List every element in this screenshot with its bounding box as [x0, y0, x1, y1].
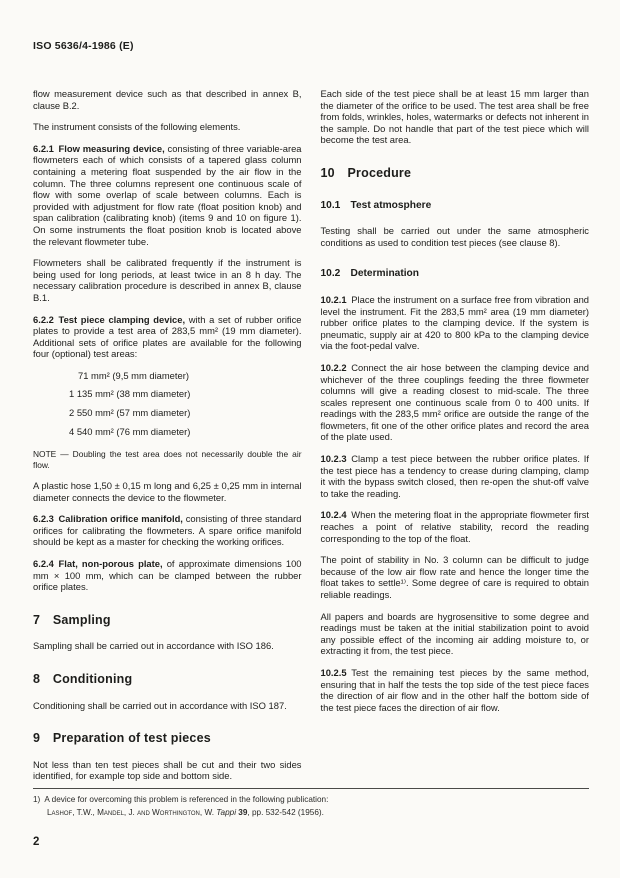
right-column [321, 88, 590, 792]
document-id: ISO 5636/4-1986 (E) [33, 40, 134, 52]
note-doubling: NOTE — Doubling the test area does not necessarily double the air flow. [33, 449, 302, 470]
clause-10-2-4-number: 10.2.4 [320, 509, 347, 521]
clause-6-2-4-text: of approximate dimensions 100 mm × 100 mm, which can be clamped between the rubber orifice plates. [33, 558, 302, 593]
clause-10-2-1-number: 10.2.1 [320, 293, 347, 305]
paragraph-stability: The point of stability in No. 3 column can be difficult to judge because of the low air flow rate and hence the longer time the float takes to settle¹⁾. Some degree of care is required to obtain reliable readings. [320, 554, 589, 600]
footnote-reference [33, 808, 589, 819]
paragraph-hygrosensitive: All papers and boards are hygrosensitive to some degree and readings must be taken at the initial stabilization point to avoid any possible effect of the incoming air adding moisture to, or extracting it from, the test piece. [320, 610, 589, 657]
clause-10-2-3-text: Clamp a test piece between the rubber orifice plates. If the test piece has a tendency to crease during clamping, clamp it with the bypass switch closed, then re-open the shut-off valve to take the reading. [320, 453, 589, 499]
clause-10-2-4 [321, 509, 590, 544]
paragraph-atmosphere: Testing shall be carried out under the same atmospheric conditions as used to condition test pieces (see clause 8). [320, 225, 589, 248]
clause-6-2-3 [33, 513, 302, 548]
section-heading-7-sampling: 7 Sampling [33, 612, 111, 627]
section-heading-8-conditioning: 8 Conditioning [33, 672, 133, 686]
subsection-heading-10-2: 10.2 Determination [320, 268, 420, 280]
footnote-volume: 39 [236, 807, 248, 817]
clause-10-2-3 [321, 453, 590, 499]
clause-6-2-2 [33, 314, 302, 360]
clause-10-2-1 [321, 294, 590, 352]
clause-6-2-2-text: with a set of rubber orifice plates to provide a test area of 283,5 mm² (19 mm diameter). Additional sets of orifice plates are available for the following four (optional) test areas: [33, 313, 302, 360]
left-column [33, 88, 302, 792]
paragraph-hose: A plastic hose 1,50 ± 0,15 m long and 6,25 ± 0,25 mm in internal diameter connects the device to the flowmeter. [33, 480, 302, 503]
clause-6-2-1-title: 6.2.1 Flow measuring device, [33, 142, 165, 154]
clause-6-2-1 [33, 143, 302, 247]
section-heading-9-preparation: 9 Preparation of test pieces [33, 731, 211, 746]
clause-6-2-3-title: 6.2.3 Calibration orifice manifold, [33, 513, 183, 525]
footnote-divider [33, 788, 589, 789]
list-item-area-71: 71 mm² (9,5 mm diameter) [78, 369, 189, 381]
footnote-area [33, 788, 589, 818]
clause-10-2-1-text: Place the instrument on a surface free from vibration and level the instrument. Fit the 283,5 mm² area (19 mm diameter) rubber orifice plates to the clamping device. If the system is pneumatic, supply air at 420 to 800 kPa to the clamping device via the foot-pedal valve. [320, 293, 589, 352]
clause-6-2-2-title: 6.2.2 Test piece clamping device, [33, 313, 186, 325]
clause-10-2-5 [321, 667, 590, 713]
footnote-text: 1) A device for overcoming this problem is referenced in the following publication: [33, 795, 329, 804]
two-column-layout [33, 88, 589, 792]
footnote-journal: Tappi [216, 807, 237, 817]
clause-6-2-4-title: 6.2.4 Flat, non-porous plate, [33, 558, 163, 570]
paragraph-flowmeters: Flowmeters shall be calibrated frequently if the instrument is being used for long periods, at least twice in an 8 h day. The necessary calibration procedure is described in annex B, clause B.1. [33, 257, 302, 303]
page-number: 2 [33, 836, 40, 848]
list-item-area-2550: 2 550 mm² (57 mm diameter) [69, 407, 191, 419]
clause-10-2-2-text: Connect the air hose between the clamping device and whichever of the three couplings feeding the three flowmeter columns will give a reading closest to mid-scale. The three scales represent one continuous scale from 0 to 400 units. If readings with the 283,5 mm² orifice are outside the range of the flowmeters, fit one of the other orifice plates and record the area of the plate used. [320, 361, 589, 443]
test-areas-list [33, 370, 302, 437]
paragraph-test-piece-size: Each side of the test piece shall be at least 15 mm larger than the diameter of the orifice to be used. The test area shall be free from folds, wrinkles, holes, watermarks or defects not inherent in the sample. Do not handle that part of the test piece which will become the test area. [320, 88, 589, 146]
clause-10-2-5-text: Test the remaining test pieces by the same method, ensuring that in half the tests the top side of the test piece faces the direction of air flow and in the other half the bottom side of the test piece faces the direction of air flow. [320, 666, 589, 713]
footnote-pages: , pp. 532-542 (1956). [247, 807, 324, 817]
list-item-area-1135: 1 135 mm² (38 mm diameter) [69, 388, 191, 400]
clause-10-2-4-text: When the metering float in the appropriate flowmeter first reaches a point of relative stability, record the reading corresponding to the top of the float. [320, 509, 589, 544]
footnote-authors: Lashof, T.W., Mandel, J. and Worthington, W. [47, 807, 217, 817]
subsection-heading-10-1: 10.1 Test atmosphere [320, 199, 432, 211]
clause-10-2-3-number: 10.2.3 [320, 453, 347, 465]
paragraph-sampling: Sampling shall be carried out in accordance with ISO 186. [33, 640, 274, 652]
clause-10-2-2 [321, 362, 590, 443]
clause-6-2-4 [33, 558, 302, 593]
section-heading-10-procedure: 10 Procedure [320, 165, 412, 180]
clause-6-2-1-text: consisting of three variable-area flowmeters each of which consists of a tapered glass column containing a metering float suspended by the air flow in the column. The three columns represent one continuous scale of flow with some overlap of scale between columns. Each is provided with adjustment for flow rate (float position knob) and span calibration (calibrating knob) (items 9 and 10 on figure 1). On some instruments the float position knob is located above the relevant flowmeter tube. [33, 142, 302, 247]
clause-10-2-2-number: 10.2.2 [320, 361, 347, 373]
paragraph-continuation: flow measurement device such as that described in annex B, clause B.2. [33, 88, 302, 111]
clause-10-2-5-number: 10.2.5 [320, 666, 347, 678]
clause-6-2-3-text: consisting of three standard orifices for calibrating the flowmeters. A spare orifice manifold should be kept as a master for checking the working orifices. [33, 513, 302, 548]
paragraph-instrument: The instrument consists of the following elements. [33, 121, 241, 133]
paragraph-conditioning: Conditioning shall be carried out in accordance with ISO 187. [33, 699, 287, 711]
paragraph-test-pieces: Not less than ten test pieces shall be cut and their two sides identified, for example top side and bottom side. [33, 758, 302, 782]
list-item-area-4540: 4 540 mm² (76 mm diameter) [69, 425, 191, 437]
